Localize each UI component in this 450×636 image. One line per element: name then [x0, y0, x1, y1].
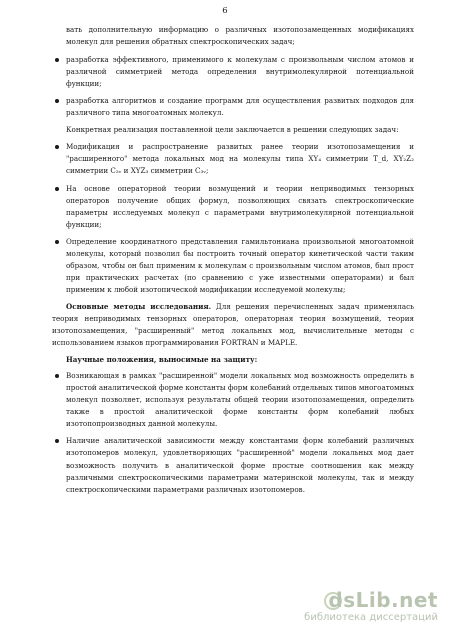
task-item: Определение координатного представления гамильтониана произвольной многоатомной молекулы, который позволил бы построить точный оператор кинетической части таким образом, чтобы он был применим к молекулам с произвольным числом атомов, был прост при практических расчетах (по сравнению с уже известными операторами) и был применим к любой изотопической модификации исследуемой молекулы;: [52, 236, 414, 296]
page-number: 6: [222, 6, 228, 16]
bullet-icon: [55, 99, 59, 103]
watermark-subtitle: библиотека диссертаций: [304, 612, 438, 623]
bullet-icon: [55, 439, 59, 443]
thesis-item: Возникающая в рамках "расширенной" модели локальных мод возможность определить в простой аналитической форме константы форм колебаний отдельных типов многоатомных молекул позволяет, используя результаты общей теории изотопозамещения, определить также в простой аналитической форме константы форм колебаний любых изотопопроизводных данной молекулы.: [52, 370, 414, 430]
task-item: Модификация и распространение развитых ранее теории изотопозамещения и "расширенного" метода локальных мод на молекулы типа XY₄ симметрии T_d, XY₂Z₂ симметрии C₂ᵥ и XYZ₃ симметрии C₃ᵥ;: [52, 141, 414, 177]
tasks-intro: Конкретная реализация поставленной цели заключается в решении следующих задач:: [66, 125, 399, 135]
bullet-icon: [55, 58, 59, 62]
methods-label: Основные методы исследования.: [66, 301, 212, 311]
task-item: На основе операторной теории возмущений и теории неприводимых тензорных операторов получение общих формул, позволяющих связать спектроскопические параметры исследуемых молекул с параметрами внутримолекулярной потенциальной функции;: [52, 183, 414, 231]
goal-item: разработка эффективного, применимого к молекулам с произвольным числом атомов и различной симметрией метода определения внутримолекулярной потенциальной функции;: [52, 54, 414, 90]
page-content: [52, 24, 414, 501]
bullet-icon: [55, 240, 59, 244]
bullet-icon: [55, 187, 59, 191]
bullet-icon: [55, 374, 59, 378]
methods-paragraph: [52, 301, 414, 349]
theses-heading: Научные положения, выносимые на защиту:: [66, 355, 258, 365]
watermark: [288, 588, 438, 628]
bullet-icon: [55, 145, 59, 149]
watermark-logo: dsLib.net: [328, 588, 438, 612]
methods-text: Для решения перечисленных задач применялась теория неприводимых тензорных операторов, операторная теория возмущений, теория изотопозамещения, "расширенный" метод локальных мод, вычислительные методы с использованием языков программирования FORTRAN и MAPLE.: [52, 301, 414, 348]
intro-continuation: вать дополнительную информацию о различных изотопозамещенных модификациях молекул для решения обратных спектроскопических задач;: [66, 25, 414, 47]
goal-item: разработка алгоритмов и создание программ для осуществления развитых подходов для различного типа многоатомных молекул.: [52, 95, 414, 119]
thesis-item: Наличие аналитической зависимости между константами форм колебаний различных изотопомеров молекул, удовлетворяющих "расширенной" модели локальных мод дает возможность получить в аналитической форме простые соотношения как между различными спектроскопическими параметрами материнской молекулы, так и между спектроскопическими параметрами различных изотопомеров.: [52, 435, 414, 495]
